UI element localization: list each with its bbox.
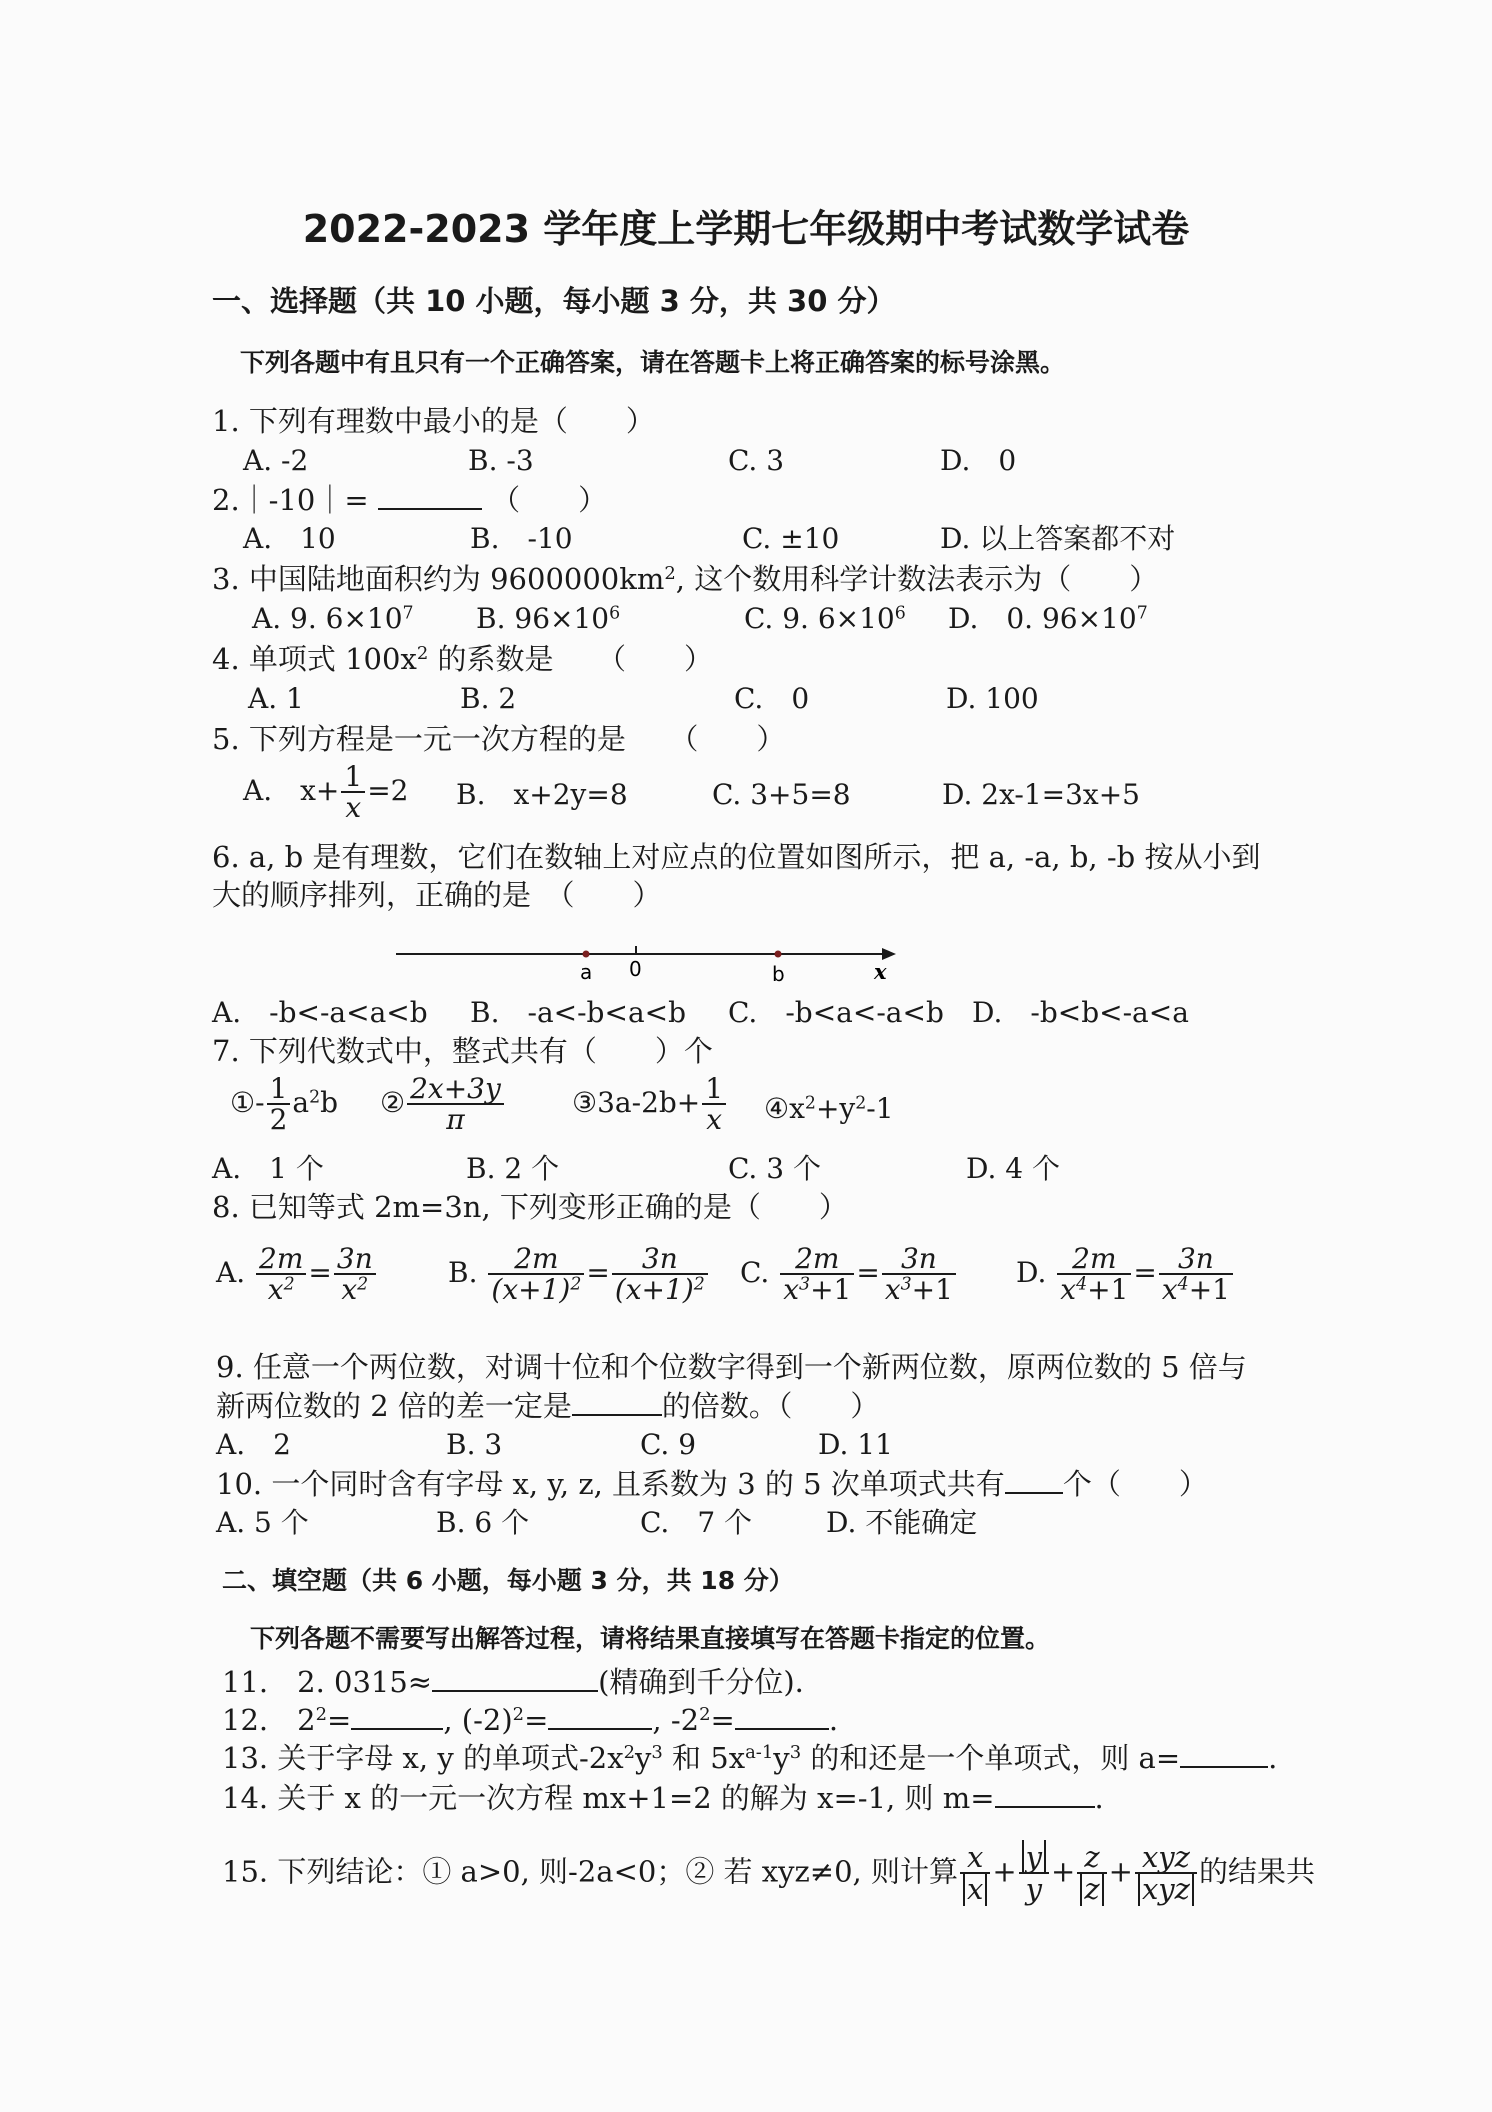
- q10-stem: [216, 1464, 1208, 1503]
- q7-e1-tail: b: [320, 1085, 339, 1119]
- q13-part4: y: [773, 1741, 790, 1775]
- q1-option-b: B. -3: [468, 444, 534, 477]
- point-b: [775, 951, 782, 958]
- q15-plus-2: +: [1051, 1854, 1076, 1889]
- q15-fxyz-numerator: xyz: [1135, 1842, 1197, 1874]
- axis-x-label: x: [874, 959, 887, 984]
- section2-instruction: 下列各题不需要写出解答过程，请将结果直接填写在答题卡指定的位置。: [250, 1624, 1051, 1653]
- q8-option-b-label: B.: [448, 1255, 478, 1289]
- q5-option-a-fraction: [341, 762, 365, 823]
- q8-d-left-numerator: 2m: [1057, 1244, 1131, 1275]
- q7-e2-fraction: [407, 1074, 504, 1135]
- q2-answer-blank: [378, 480, 482, 510]
- q15-stem: [222, 1842, 1315, 1905]
- q12-exp1: 2: [315, 1704, 328, 1726]
- q13-part1: 13. 关于字母 x, y 的单项式-2x: [222, 1741, 624, 1775]
- q1-option-d: D. 0: [940, 444, 1017, 477]
- q13-end: .: [1268, 1741, 1278, 1775]
- q3-option-c-text: C. 9. 6×10: [744, 602, 895, 635]
- q13-exp3: a-1: [745, 1742, 774, 1764]
- q7-e2-numerator: 2x+3y: [407, 1074, 504, 1105]
- q3-option-b: [476, 600, 620, 638]
- q12-part3: , -2: [652, 1703, 700, 1737]
- q2-option-a: A. 10: [243, 522, 336, 555]
- section2-heading: 二、填空题（共 6 小题，每小题 3 分，共 18 分）: [222, 1566, 794, 1595]
- q8-d-equals: =: [1133, 1255, 1157, 1289]
- q8-b-right-numerator: 3n: [612, 1244, 708, 1275]
- q11-stem-text: 11. 2. 0315≈: [222, 1665, 433, 1699]
- q8-c-left-fraction: [780, 1244, 854, 1305]
- q3-option-d-exp: 7: [1136, 603, 1148, 624]
- q15-fraction-z: [1077, 1842, 1106, 1905]
- q3-option-c: [744, 600, 906, 638]
- q13-exp1: 2: [623, 1742, 635, 1764]
- q8-option-c-label: C.: [740, 1255, 770, 1289]
- q15-fraction-x: [960, 1842, 990, 1905]
- q8-option-d: [1016, 1244, 1235, 1305]
- exam-title: 2022-2023 学年度上学期七年级期中考试数学试卷: [302, 207, 1190, 251]
- q8-a-equals: =: [308, 1255, 332, 1289]
- q4-option-d: D. 100: [946, 682, 1039, 715]
- q8-a-right-den-base: x: [341, 1273, 358, 1307]
- q8-c-left-numerator: 2m: [780, 1244, 854, 1275]
- q8-c-right-den-exp: 3: [900, 1274, 912, 1295]
- q8-d-right-numerator: 3n: [1159, 1244, 1233, 1275]
- q10-option-a: A. 5 个: [216, 1506, 309, 1539]
- q8-d-right-den-exp: 4: [1177, 1274, 1189, 1295]
- q12-eq1: =: [327, 1703, 352, 1737]
- q8-a-left-fraction: [256, 1244, 306, 1305]
- q15-stem-tail: 的结果共: [1198, 1854, 1315, 1889]
- q7-e4-exp2: 2: [855, 1093, 867, 1114]
- section1-instruction: 下列各题中有且只有一个正确答案，请在答题卡上将正确答案的标号涂黑。: [240, 348, 1066, 377]
- q7-e2-prefix: ②: [380, 1085, 406, 1119]
- q6-option-b: B. -a<-b<a<b: [470, 996, 687, 1029]
- q9-option-c: C. 9: [640, 1428, 697, 1461]
- q8-c-right-fraction: [882, 1244, 956, 1305]
- q5-stem: 5. 下列方程是一元一次方程的是 （ ）: [212, 722, 786, 756]
- q12-answer-blank-3: [735, 1700, 829, 1730]
- q3-option-b-text: B. 96×10: [476, 602, 610, 635]
- q7-e1-numerator: 1: [267, 1074, 291, 1105]
- q8-d-left-fraction: [1057, 1244, 1131, 1305]
- q5-option-b: B. x+2y=8: [456, 778, 628, 811]
- q4-stem-tail: 的系数是 （ ）: [428, 642, 713, 676]
- q8-option-c: [740, 1244, 958, 1305]
- q2-stem: [212, 480, 607, 519]
- q13-exp4: 3: [789, 1742, 802, 1764]
- q8-b-right-fraction: [612, 1244, 708, 1305]
- q9-stem-text: 新两位数的 2 倍的差一定是: [216, 1389, 572, 1423]
- q4-stem: [212, 640, 713, 678]
- q8-b-left-den-exp: 2: [570, 1274, 582, 1295]
- q14-stem-text: 14. 关于 x 的一元一次方程 mx+1=2 的解为 x=-1, 则 m=: [222, 1781, 995, 1815]
- q8-b-right-den-exp: 2: [693, 1274, 705, 1295]
- q8-a-right-numerator: 3n: [334, 1244, 376, 1275]
- q3-option-d: [948, 600, 1148, 638]
- origin-label: 0: [629, 957, 642, 981]
- q7-stem: 7. 下列代数式中，整式共有（ ）个: [212, 1034, 713, 1068]
- q6-option-c: C. -b<a<-a<b: [728, 996, 944, 1029]
- q7-e3-prefix: ③3a-2b+: [572, 1085, 701, 1119]
- q7-e4-prefix: ④x: [764, 1092, 805, 1125]
- q10-option-c: C. 7 个: [640, 1506, 753, 1539]
- q12-part2: , (-2): [443, 1703, 513, 1737]
- q5-option-d: D. 2x-1=3x+5: [942, 778, 1140, 811]
- q9-stem-tail: 的倍数。（ ）: [661, 1389, 880, 1423]
- q2-expression: 2.｜-10｜=: [212, 483, 369, 517]
- q1-option-a: A. -2: [243, 444, 309, 477]
- q7-e4-exp1: 2: [804, 1093, 816, 1114]
- q7-option-c: C. 3 个: [728, 1152, 821, 1185]
- q7-expression-2: [380, 1074, 506, 1135]
- q5-option-a: [243, 762, 408, 823]
- q8-c-right-den-tail: +1: [911, 1273, 953, 1307]
- q1-option-c: C. 3: [728, 444, 785, 477]
- q8-d-right-den-tail: +1: [1188, 1273, 1230, 1307]
- q5-option-a-text: A. x+: [243, 773, 340, 807]
- q6-stem-line1: 6. a, b 是有理数，它们在数轴上对应点的位置如图所示，把 a, -a, b, -b 按从小到: [212, 840, 1261, 874]
- q10-answer-blank: [1005, 1464, 1063, 1494]
- q2-option-b: B. -10: [470, 522, 573, 555]
- q7-e3-denominator: x: [706, 1103, 723, 1137]
- q11-stem-tail: (精确到千分位)．: [598, 1665, 824, 1699]
- q7-e1-exp: 2: [309, 1087, 321, 1108]
- q8-c-equals: =: [856, 1255, 880, 1289]
- q12-stem: [222, 1700, 838, 1739]
- q7-e4-tail: -1: [866, 1092, 894, 1125]
- q15-fx-abs: x: [963, 1872, 987, 1906]
- q15-plus-3: +: [1108, 1854, 1133, 1889]
- q8-b-left-denominator: [488, 1273, 584, 1307]
- q1-stem: 1. 下列有理数中最小的是（ ）: [212, 404, 655, 438]
- q3-stem-text: 3. 中国陆地面积约为 9600000km: [212, 562, 665, 596]
- q9-option-a: A. 2: [216, 1428, 291, 1461]
- q8-option-d-label: D.: [1016, 1255, 1047, 1289]
- q12-eq3: =: [710, 1703, 735, 1737]
- q3-stem: [212, 560, 1158, 598]
- q12-part1: 12. 2: [222, 1703, 316, 1737]
- q13-answer-blank: [1180, 1738, 1268, 1768]
- q7-e1-prefix: ①-: [230, 1085, 265, 1119]
- q8-b-right-denominator: [612, 1273, 708, 1307]
- q7-expression-4: [764, 1090, 894, 1128]
- q4-stem-exponent: 2: [416, 643, 429, 665]
- q8-d-left-den-base: x: [1060, 1273, 1077, 1307]
- q9-option-d: D. 11: [818, 1428, 893, 1461]
- q15-fz-abs: z: [1080, 1872, 1103, 1906]
- q2-parentheses: （ ）: [491, 483, 608, 517]
- q8-c-left-denominator: [780, 1273, 854, 1307]
- q8-b-equals: =: [586, 1255, 610, 1289]
- q11-stem: [222, 1662, 824, 1701]
- q7-e3-fraction: [702, 1074, 726, 1135]
- point-b-label: b: [772, 962, 785, 984]
- q7-e3-numerator: 1: [702, 1074, 726, 1105]
- q14-answer-blank: [995, 1778, 1095, 1808]
- q8-a-left-denominator: [256, 1273, 306, 1307]
- q15-fy-numerator: [1019, 1842, 1049, 1874]
- q8-b-left-numerator: 2m: [488, 1244, 584, 1275]
- q13-part3: 和 5x: [662, 1741, 746, 1775]
- q15-fx-denominator: [960, 1872, 990, 1907]
- q9-stem-line2: [216, 1386, 879, 1425]
- q4-stem-text: 4. 单项式 100x: [212, 642, 417, 676]
- q8-d-left-denominator: [1057, 1273, 1131, 1307]
- q5-fraction-denominator: x: [345, 791, 362, 825]
- q8-stem: 8. 已知等式 2m=3n, 下列变形正确的是（ ）: [212, 1190, 848, 1224]
- q11-answer-blank: [432, 1662, 598, 1692]
- q15-fraction-xyz: [1135, 1842, 1197, 1905]
- q12-answer-blank-2: [548, 1700, 652, 1730]
- q15-fy-denominator: y: [1025, 1872, 1043, 1907]
- q3-option-d-text: D. 0. 96×10: [948, 602, 1137, 635]
- q8-c-left-den-tail: +1: [810, 1273, 852, 1307]
- q7-e1-fraction: [267, 1074, 291, 1135]
- q10-stem-tail: 个（ ）: [1062, 1467, 1208, 1501]
- q7-expression-1: [230, 1074, 338, 1135]
- q8-d-right-denominator: [1159, 1273, 1233, 1307]
- q4-option-b: B. 2: [460, 682, 517, 715]
- q8-a-left-den-base: x: [267, 1273, 284, 1307]
- q10-stem-text: 10. 一个同时含有字母 x, y, z, 且系数为 3 的 5 次单项式共有: [216, 1467, 1005, 1501]
- q2-option-c: C. ±10: [742, 522, 840, 555]
- q4-option-a: A. 1: [248, 682, 304, 715]
- q7-e1-denominator: 2: [269, 1103, 288, 1137]
- q7-option-b: B. 2 个: [466, 1152, 560, 1185]
- q3-option-c-exp: 6: [894, 603, 906, 624]
- q5-fraction-numerator: 1: [341, 762, 365, 793]
- q10-option-b: B. 6 个: [436, 1506, 530, 1539]
- q6-stem-line2: 大的顺序排列，正确的是 （ ）: [212, 878, 662, 912]
- q8-b-left-fraction: [488, 1244, 584, 1305]
- point-a-label: a: [580, 960, 593, 984]
- q13-stem: [222, 1738, 1277, 1777]
- q4-option-c: C. 0: [734, 682, 810, 715]
- q12-end: .: [828, 1703, 839, 1737]
- q15-fxyz-denominator: [1135, 1872, 1197, 1907]
- q8-b-right-den-base: (x+1): [614, 1273, 694, 1307]
- point-a: [583, 951, 590, 958]
- q3-option-a-text: A. 9. 6×10: [252, 602, 403, 635]
- q8-c-left-den-exp: 3: [799, 1274, 811, 1295]
- q8-option-a-label: A.: [216, 1255, 246, 1289]
- q6-option-d: D. -b<b<-a<a: [972, 996, 1189, 1029]
- q6-option-a: A. -b<-a<a<b: [212, 996, 428, 1029]
- q12-exp3: 2: [699, 1704, 711, 1726]
- q8-d-right-fraction: [1159, 1244, 1233, 1305]
- q8-c-right-numerator: 3n: [882, 1244, 956, 1275]
- q8-a-right-den-exp: 2: [357, 1274, 369, 1295]
- section1-heading: 一、选择题（共 10 小题，每小题 3 分，共 30 分）: [212, 284, 896, 318]
- q14-end: .: [1094, 1781, 1104, 1815]
- number-line-diagram: [390, 934, 910, 984]
- q7-e1-var: a: [292, 1085, 310, 1119]
- q7-expression-3: [572, 1074, 728, 1135]
- q9-stem-line1: 9. 任意一个两位数，对调十位和个位数字得到一个新两位数，原两位数的 5 倍与: [216, 1350, 1247, 1384]
- q3-option-a: [252, 600, 414, 638]
- q3-option-a-exp: 7: [402, 603, 414, 624]
- q5-option-a-tail: =2: [367, 773, 409, 807]
- q15-fz-numerator: z: [1077, 1842, 1106, 1874]
- q10-option-d: D. 不能确定: [826, 1506, 978, 1539]
- q12-exp2: 2: [512, 1704, 525, 1726]
- q8-d-right-den-base: x: [1161, 1273, 1178, 1307]
- q13-part2: y: [635, 1741, 652, 1775]
- q8-c-right-den-base: x: [884, 1273, 901, 1307]
- q8-a-right-denominator: [334, 1273, 376, 1307]
- q12-answer-blank-1: [351, 1700, 443, 1730]
- q7-e4-mid: +y: [815, 1092, 856, 1125]
- q9-option-b: B. 3: [446, 1428, 503, 1461]
- q15-plus-1: +: [992, 1854, 1017, 1889]
- q9-answer-blank: [572, 1386, 662, 1416]
- q8-a-right-fraction: [334, 1244, 376, 1305]
- q15-fraction-y: [1019, 1842, 1049, 1905]
- q15-fx-numerator: x: [960, 1842, 990, 1874]
- q8-a-left-numerator: 2m: [256, 1244, 306, 1275]
- q15-fy-abs: y: [1022, 1840, 1046, 1874]
- q8-b-left-den-base: (x+1): [491, 1273, 571, 1307]
- q8-option-b: [448, 1244, 710, 1305]
- q14-stem: [222, 1778, 1104, 1817]
- q15-fz-denominator: [1077, 1872, 1106, 1907]
- q8-a-left-den-exp: 2: [283, 1274, 295, 1295]
- q15-stem-text: 15. 下列结论：① a>0, 则-2a<0；② 若 xyz≠0, 则计算: [222, 1854, 958, 1889]
- q8-option-a: [216, 1244, 378, 1305]
- q7-option-a: A. 1 个: [212, 1152, 324, 1185]
- q3-option-b-exp: 6: [609, 603, 621, 624]
- q8-d-left-den-tail: +1: [1087, 1273, 1129, 1307]
- q8-c-right-denominator: [882, 1273, 956, 1307]
- q5-option-c: C. 3+5=8: [712, 778, 851, 811]
- q15-fxyz-abs: xyz: [1138, 1872, 1194, 1906]
- q8-c-left-den-base: x: [783, 1273, 800, 1307]
- q12-eq2: =: [524, 1703, 549, 1737]
- q3-stem-tail: , 这个数用科学计数法表示为（ ）: [675, 562, 1159, 596]
- q2-option-d: D. 以上答案都不对: [940, 522, 1176, 555]
- q7-e2-denominator: π: [446, 1103, 465, 1137]
- q3-stem-exponent: 2: [664, 563, 676, 585]
- q7-option-d: D. 4 个: [966, 1152, 1060, 1185]
- q13-part5: 的和还是一个单项式，则 a=: [801, 1741, 1181, 1775]
- q8-d-left-den-exp: 4: [1076, 1274, 1088, 1295]
- q13-exp2: 3: [651, 1742, 663, 1764]
